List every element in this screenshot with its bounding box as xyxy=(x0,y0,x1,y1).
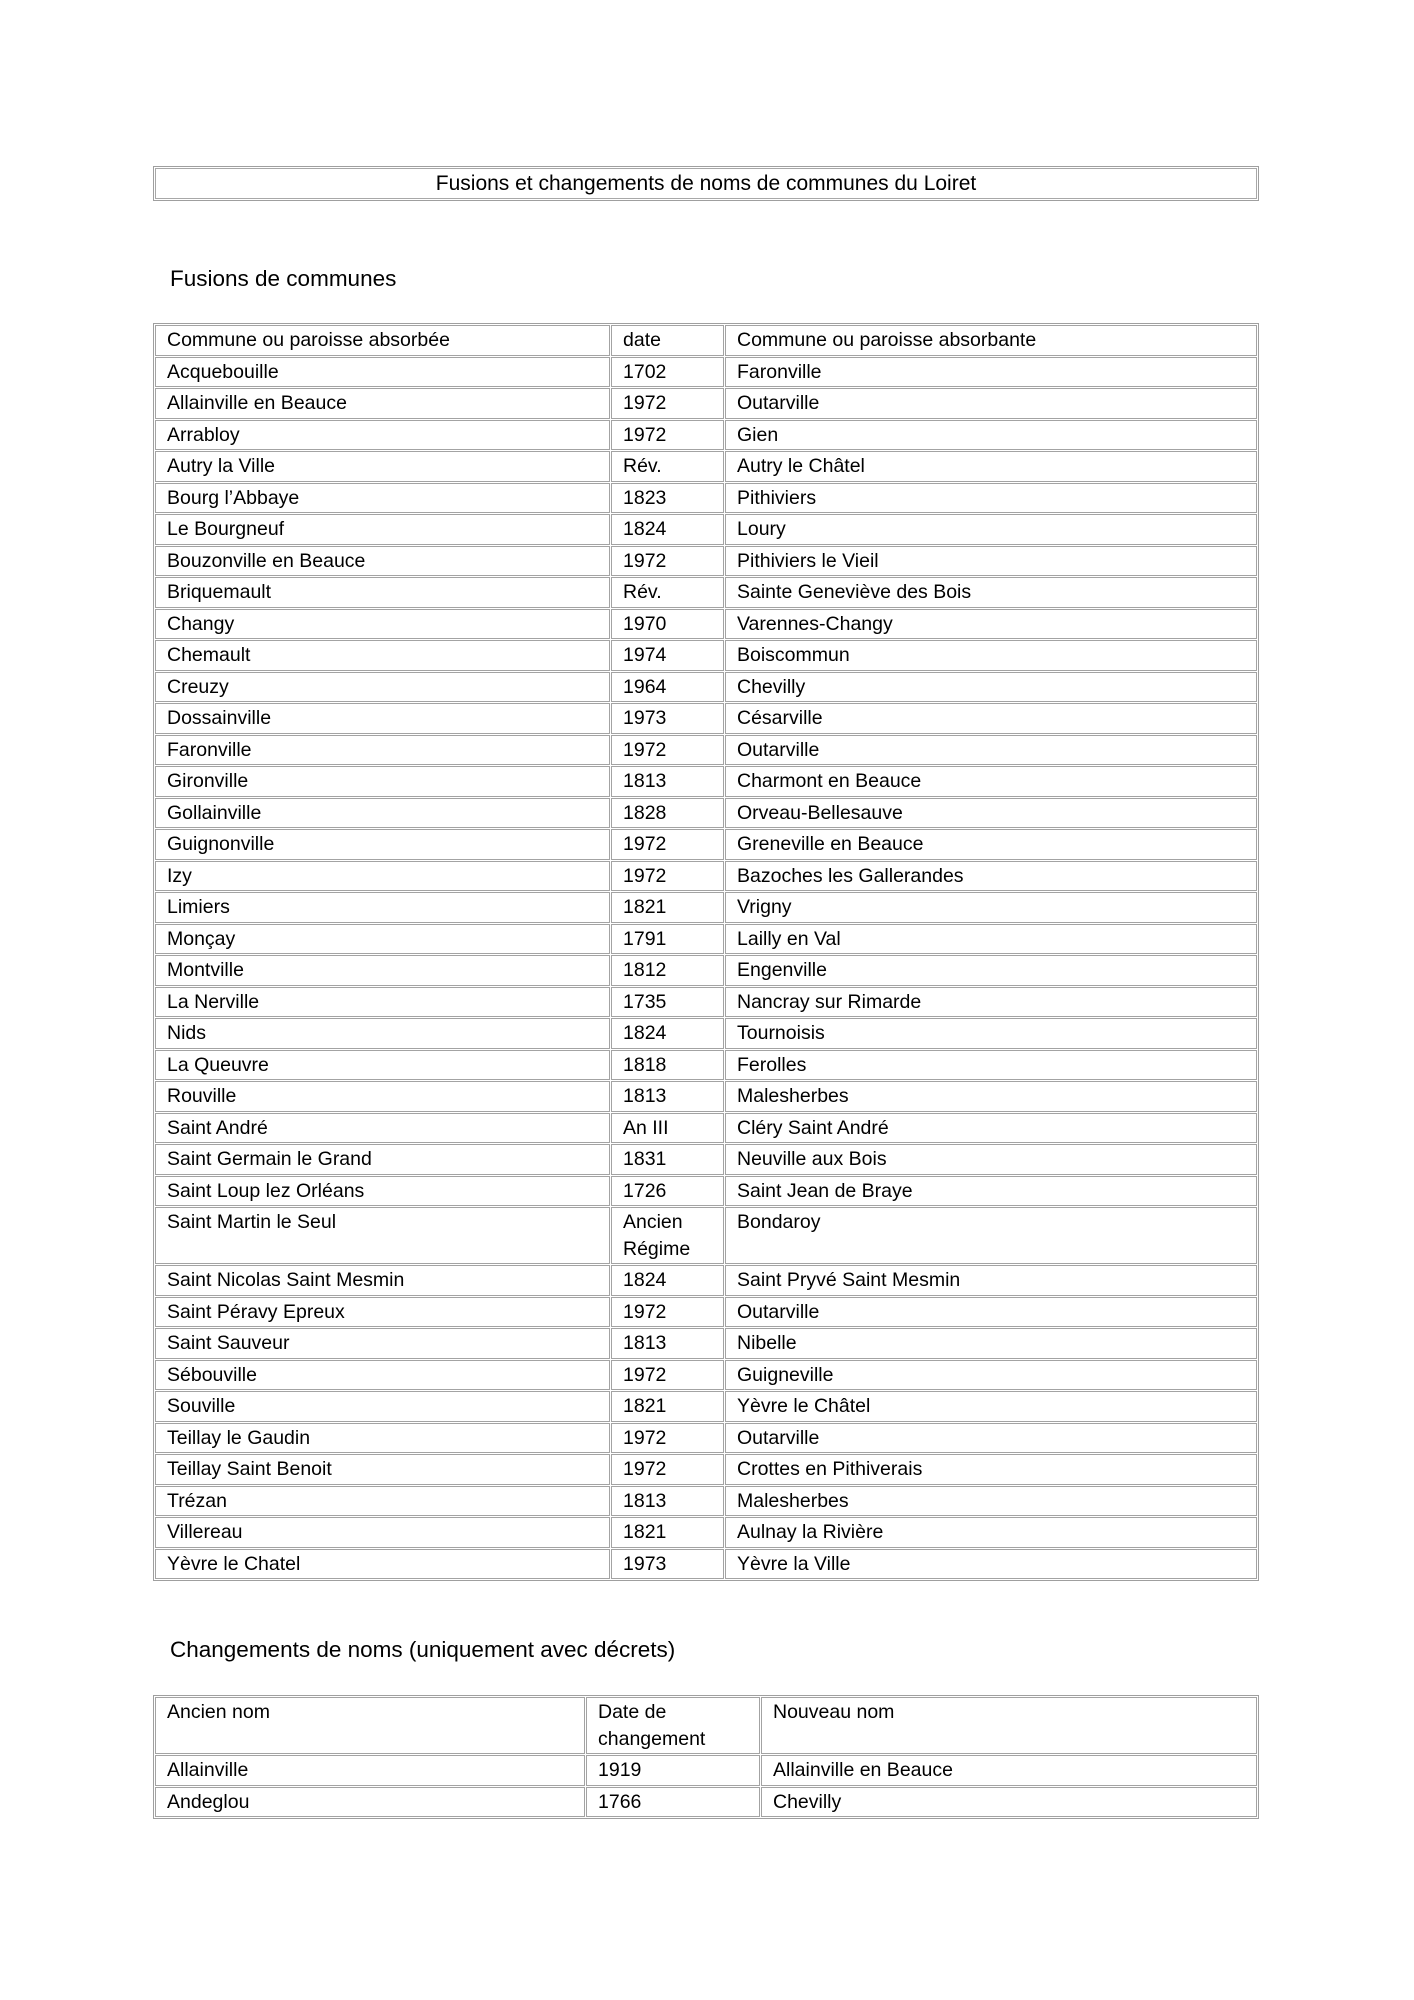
table-cell: Sébouville xyxy=(155,1360,610,1391)
table-row xyxy=(155,1081,1257,1112)
table-row xyxy=(155,483,1257,514)
table-cell: La Nerville xyxy=(155,987,610,1018)
table-cell: Ferolles xyxy=(725,1050,1257,1081)
table-cell: Malesherbes xyxy=(725,1486,1257,1517)
table-cell: Creuzy xyxy=(155,672,610,703)
table-row xyxy=(155,388,1257,419)
table-cell: 1824 xyxy=(611,514,724,545)
table-cell: Allainville en Beauce xyxy=(155,388,610,419)
table-cell: Outarville xyxy=(725,1297,1257,1328)
table-cell: Greneville en Beauce xyxy=(725,829,1257,860)
table-cell: 1813 xyxy=(611,1328,724,1359)
column-header: Ancien nom xyxy=(155,1697,585,1754)
table-cell: Guigneville xyxy=(725,1360,1257,1391)
table-cell: Allainville en Beauce xyxy=(761,1755,1257,1786)
column-header: Nouveau nom xyxy=(761,1697,1257,1754)
table-row xyxy=(155,1144,1257,1175)
table-cell: 1972 xyxy=(611,1297,724,1328)
table-cell: Izy xyxy=(155,861,610,892)
table-cell: 1791 xyxy=(611,924,724,955)
table-cell: Saint André xyxy=(155,1113,610,1144)
table-cell: Bouzonville en Beauce xyxy=(155,546,610,577)
table-cell: Saint Martin le Seul xyxy=(155,1207,610,1264)
table-cell: 1919 xyxy=(586,1755,760,1786)
table-cell: Nibelle xyxy=(725,1328,1257,1359)
table-cell: Sainte Geneviève des Bois xyxy=(725,577,1257,608)
table-cell: Gien xyxy=(725,420,1257,451)
table-row xyxy=(155,924,1257,955)
table-cell: 1972 xyxy=(611,829,724,860)
table-row xyxy=(155,577,1257,608)
table-cell: Outarville xyxy=(725,388,1257,419)
table-cell: Malesherbes xyxy=(725,1081,1257,1112)
table-cell: 1973 xyxy=(611,703,724,734)
table-cell: 1726 xyxy=(611,1176,724,1207)
changements-table-container xyxy=(153,1695,1259,1819)
table-cell: 1974 xyxy=(611,640,724,671)
table-cell: Tournoisis xyxy=(725,1018,1257,1049)
table-cell: Orveau-Bellesauve xyxy=(725,798,1257,829)
table-row xyxy=(155,1755,1257,1786)
table-row xyxy=(155,514,1257,545)
table-cell: Rév. xyxy=(611,451,724,482)
table-cell: La Queuvre xyxy=(155,1050,610,1081)
table-cell: Allainville xyxy=(155,1755,585,1786)
table-cell: 1735 xyxy=(611,987,724,1018)
table-row xyxy=(155,1113,1257,1144)
table-cell: Boiscommun xyxy=(725,640,1257,671)
table-row xyxy=(155,1328,1257,1359)
table-cell: 1821 xyxy=(611,1517,724,1548)
table-row xyxy=(155,1549,1257,1580)
table-cell: Varennes-Changy xyxy=(725,609,1257,640)
table-row xyxy=(155,955,1257,986)
table-row xyxy=(155,1454,1257,1485)
table-cell: Bondaroy xyxy=(725,1207,1257,1264)
table-cell: Outarville xyxy=(725,1423,1257,1454)
table-cell: Chevilly xyxy=(761,1787,1257,1818)
table-cell: Rouville xyxy=(155,1081,610,1112)
table-cell: Chevilly xyxy=(725,672,1257,703)
table-cell: 1970 xyxy=(611,609,724,640)
section-heading-changements: Changements de noms (uniquement avec décrets) xyxy=(170,1637,676,1662)
table-cell: Pithiviers xyxy=(725,483,1257,514)
section-heading-fusions: Fusions de communes xyxy=(170,266,397,291)
table-cell: Autry le Châtel xyxy=(725,451,1257,482)
table-cell: 1812 xyxy=(611,955,724,986)
table-row xyxy=(155,546,1257,577)
table-row xyxy=(155,1050,1257,1081)
table-cell: 1821 xyxy=(611,1391,724,1422)
table-cell: Saint Nicolas Saint Mesmin xyxy=(155,1265,610,1296)
table-row xyxy=(155,1018,1257,1049)
table-cell: 1972 xyxy=(611,420,724,451)
table-row xyxy=(155,357,1257,388)
table-cell: Loury xyxy=(725,514,1257,545)
table-cell: Teillay le Gaudin xyxy=(155,1423,610,1454)
table-cell: Saint Pryvé Saint Mesmin xyxy=(725,1265,1257,1296)
table-cell: 1964 xyxy=(611,672,724,703)
table-cell: Césarville xyxy=(725,703,1257,734)
column-header: Commune ou paroisse absorbée xyxy=(155,325,610,356)
table-cell: Monçay xyxy=(155,924,610,955)
table-cell: Charmont en Beauce xyxy=(725,766,1257,797)
table-cell: 1824 xyxy=(611,1018,724,1049)
table-cell: Yèvre le Châtel xyxy=(725,1391,1257,1422)
document-title-box xyxy=(153,166,1259,201)
table-row xyxy=(155,1391,1257,1422)
table-cell: Teillay Saint Benoit xyxy=(155,1454,610,1485)
table-cell: 1972 xyxy=(611,735,724,766)
table-cell: 1823 xyxy=(611,483,724,514)
table-cell: Saint Péravy Epreux xyxy=(155,1297,610,1328)
table-cell: Chemault xyxy=(155,640,610,671)
table-cell: Autry la Ville xyxy=(155,451,610,482)
table-cell: Rév. xyxy=(611,577,724,608)
table-row xyxy=(155,1360,1257,1391)
table-cell: Dossainville xyxy=(155,703,610,734)
table-row xyxy=(155,420,1257,451)
table-row xyxy=(155,1787,1257,1818)
table-row xyxy=(155,703,1257,734)
table-cell: Crottes en Pithiverais xyxy=(725,1454,1257,1485)
table-row xyxy=(155,987,1257,1018)
table-cell: 1766 xyxy=(586,1787,760,1818)
table-cell: Engenville xyxy=(725,955,1257,986)
table-cell: Lailly en Val xyxy=(725,924,1257,955)
table-cell: Faronville xyxy=(155,735,610,766)
table-row xyxy=(155,640,1257,671)
table-cell: 1702 xyxy=(611,357,724,388)
table-cell: Nids xyxy=(155,1018,610,1049)
table-row xyxy=(155,1207,1257,1264)
table-row xyxy=(155,798,1257,829)
table-row xyxy=(155,1265,1257,1296)
changements-table xyxy=(153,1695,1259,1819)
table-row xyxy=(155,735,1257,766)
table-cell: Souville xyxy=(155,1391,610,1422)
table-cell: 1972 xyxy=(611,388,724,419)
table-row xyxy=(155,1176,1257,1207)
table-cell: Neuville aux Bois xyxy=(725,1144,1257,1175)
table-row xyxy=(155,1297,1257,1328)
table-cell: Changy xyxy=(155,609,610,640)
table-cell: 1821 xyxy=(611,892,724,923)
table-cell: Villereau xyxy=(155,1517,610,1548)
table-row xyxy=(155,1517,1257,1548)
table-cell: 1972 xyxy=(611,1454,724,1485)
table-cell: Cléry Saint André xyxy=(725,1113,1257,1144)
table-cell: Andeglou xyxy=(155,1787,585,1818)
table-cell: Pithiviers le Vieil xyxy=(725,546,1257,577)
table-cell: Gollainville xyxy=(155,798,610,829)
table-row xyxy=(155,1423,1257,1454)
table-cell: Ancien Régime xyxy=(611,1207,724,1264)
table-cell: 1813 xyxy=(611,1081,724,1112)
table-cell: Montville xyxy=(155,955,610,986)
table-cell: 1831 xyxy=(611,1144,724,1175)
table-cell: Yèvre le Chatel xyxy=(155,1549,610,1580)
column-header: date xyxy=(611,325,724,356)
table-cell: Saint Germain le Grand xyxy=(155,1144,610,1175)
table-cell: 1972 xyxy=(611,1423,724,1454)
column-header: Date de changement xyxy=(586,1697,760,1754)
table-cell: Guignonville xyxy=(155,829,610,860)
table-cell: 1818 xyxy=(611,1050,724,1081)
table-cell: Yèvre la Ville xyxy=(725,1549,1257,1580)
table-cell: 1813 xyxy=(611,1486,724,1517)
table-cell: 1813 xyxy=(611,766,724,797)
table-cell: Vrigny xyxy=(725,892,1257,923)
table-cell: Arrabloy xyxy=(155,420,610,451)
table-cell: 1828 xyxy=(611,798,724,829)
column-header: Commune ou paroisse absorbante xyxy=(725,325,1257,356)
table-cell: Bourg l’Abbaye xyxy=(155,483,610,514)
table-row xyxy=(155,672,1257,703)
table-row xyxy=(155,861,1257,892)
table-row xyxy=(155,829,1257,860)
fusions-table xyxy=(153,323,1259,1581)
table-cell: Aulnay la Rivière xyxy=(725,1517,1257,1548)
table-cell: 1824 xyxy=(611,1265,724,1296)
table-header-row xyxy=(155,1697,1257,1754)
table-cell: Saint Jean de Braye xyxy=(725,1176,1257,1207)
table-row xyxy=(155,609,1257,640)
table-cell: Limiers xyxy=(155,892,610,923)
table-cell: 1972 xyxy=(611,861,724,892)
table-cell: Saint Loup lez Orléans xyxy=(155,1176,610,1207)
table-row xyxy=(155,892,1257,923)
table-cell: 1972 xyxy=(611,546,724,577)
table-cell: Outarville xyxy=(725,735,1257,766)
table-row xyxy=(155,766,1257,797)
table-cell: Gironville xyxy=(155,766,610,797)
table-cell: Briquemault xyxy=(155,577,610,608)
table-cell: Acquebouille xyxy=(155,357,610,388)
table-cell: Le Bourgneuf xyxy=(155,514,610,545)
table-cell: Faronville xyxy=(725,357,1257,388)
document-title: Fusions et changements de noms de communes du Loiret xyxy=(155,168,1257,199)
table-cell: 1973 xyxy=(611,1549,724,1580)
table-row xyxy=(155,451,1257,482)
table-cell: Bazoches les Gallerandes xyxy=(725,861,1257,892)
table-cell: 1972 xyxy=(611,1360,724,1391)
table-row xyxy=(155,1486,1257,1517)
fusions-table-container xyxy=(153,323,1259,1581)
table-cell: Saint Sauveur xyxy=(155,1328,610,1359)
table-header-row xyxy=(155,325,1257,356)
table-cell: Trézan xyxy=(155,1486,610,1517)
table-cell: Nancray sur Rimarde xyxy=(725,987,1257,1018)
table-cell: An III xyxy=(611,1113,724,1144)
